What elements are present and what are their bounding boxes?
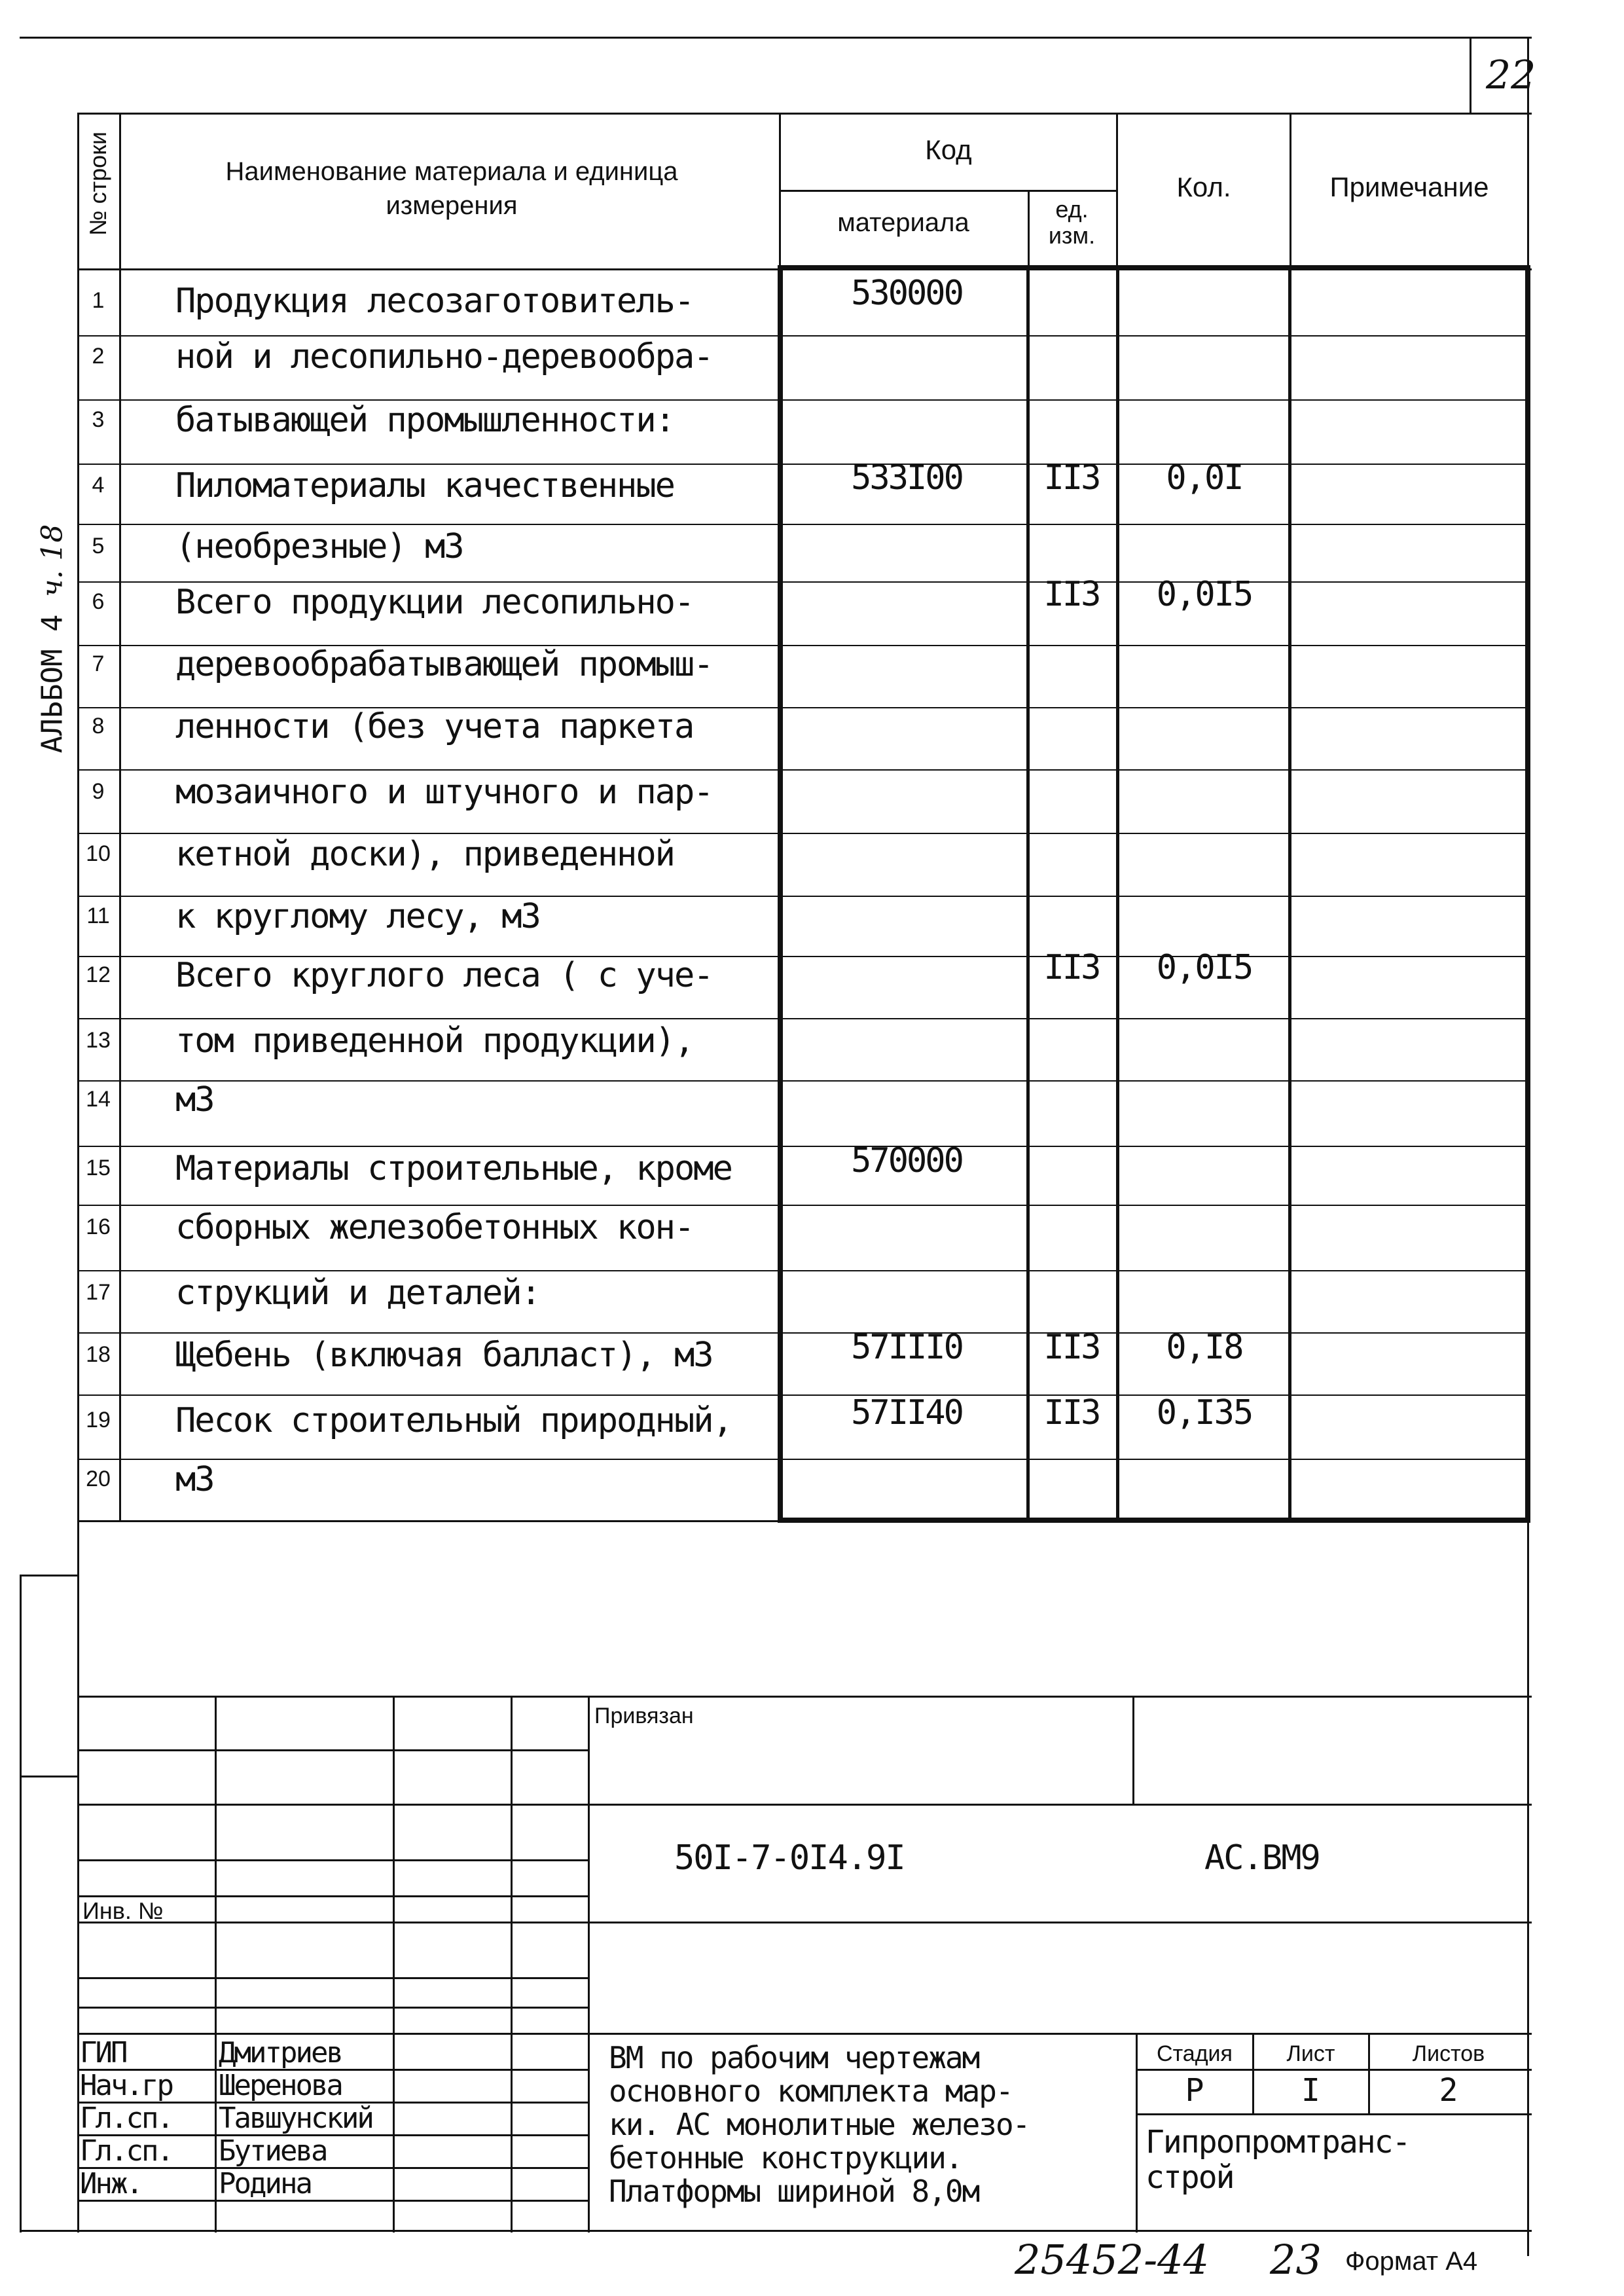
tb-line-2: [77, 1804, 1532, 1806]
row-material-name: Материалы строительные, кроме: [175, 1149, 732, 1188]
row-number: 11: [86, 903, 110, 928]
sheets-label: Листов: [1412, 2041, 1485, 2066]
tb-line-3: [77, 1922, 1532, 1923]
row-material-name: Щебень (включая балласт), м3: [175, 1336, 713, 1375]
row-number: 8: [92, 714, 105, 738]
sheet-value: I: [1301, 2072, 1320, 2109]
signatory-name: Шеренова: [219, 2069, 342, 2102]
row-divider: [77, 335, 1530, 337]
doc-mark: АС.ВМ9: [1204, 1838, 1320, 1878]
row-divider: [77, 1459, 1530, 1460]
side-album-label: [36, 508, 69, 770]
sheet-number-divider: [1470, 37, 1471, 113]
signatory-role: Гл.сп.: [80, 2102, 172, 2135]
tb-stage-line-2: [1136, 2113, 1532, 2115]
row-number: 1: [92, 288, 105, 313]
row-material-code: 57II40: [851, 1393, 962, 1432]
row-material-name: ленности (без учета паркета: [175, 707, 694, 746]
row-divider: [77, 1270, 1530, 1271]
row-number: 10: [86, 841, 111, 866]
header-row-number: [79, 131, 118, 236]
album-part-handwritten: ч. 18: [35, 524, 69, 597]
stage-label: Стадия: [1157, 2041, 1233, 2066]
signatory-name: Дмитриев: [219, 2036, 342, 2069]
header-qty: Кол.: [1176, 172, 1231, 202]
doc-code: 50I-7-0I4.9I: [674, 1838, 905, 1878]
row-number: 12: [86, 962, 111, 987]
row-number: 9: [92, 779, 105, 804]
body-left-bottom: [77, 1520, 781, 1522]
sheet-number: 22: [1486, 52, 1536, 98]
body-top-thick: [778, 265, 1530, 270]
tb-col-attached-right: [1132, 1696, 1134, 1804]
row-material-code: 533I00: [851, 458, 962, 498]
page-number: 23: [1270, 2236, 1322, 2284]
signatory-role: Гл.сп.: [80, 2134, 172, 2168]
header-code-unit: ед. изм.: [1048, 196, 1096, 249]
row-material-name: Продукция лесозаготовитель-: [175, 282, 694, 321]
row-material-name: (необрезные) м3: [175, 527, 463, 566]
organization-line: Гипропромтранс-: [1146, 2124, 1410, 2160]
stage-value: Р: [1185, 2072, 1204, 2109]
row-number: 13: [86, 1028, 111, 1053]
row-material-name: Всего продукции лесопильно-: [175, 583, 694, 622]
row-number: 20: [86, 1467, 111, 1491]
row-material-code: 570000: [851, 1141, 962, 1180]
row-quantity: 0,0I5: [1156, 575, 1253, 614]
row-number: 18: [86, 1342, 111, 1367]
organization: [1146, 2124, 1409, 2195]
signatory-name: Бутиева: [219, 2134, 327, 2168]
row-unit-code: II3: [1043, 1328, 1100, 1367]
row-number: 14: [86, 1087, 111, 1112]
format-label: Формат А4: [1345, 2247, 1478, 2276]
signatory-name: Тавшунский: [219, 2102, 372, 2135]
header-name: Наименование материала и единица измерения: [225, 157, 678, 220]
row-material-code: 530000: [851, 274, 962, 313]
row-divider: [77, 769, 1530, 771]
row-divider: [77, 1080, 1530, 1082]
header-code: Код: [925, 134, 972, 165]
row-divider: [77, 833, 1530, 834]
row-number: 16: [86, 1214, 111, 1239]
row-number: 5: [92, 534, 105, 558]
tb-col-date: [511, 1696, 513, 2232]
row-quantity: 0,0I: [1166, 458, 1243, 498]
row-number: 6: [92, 589, 105, 614]
strip-mid: [20, 1776, 79, 1777]
header-code-material: материала: [837, 208, 969, 237]
tb-col-sign: [393, 1696, 395, 2232]
row-material-name: м3: [175, 1460, 214, 1499]
row-number: 3: [92, 407, 105, 432]
attached-label: Привязан: [594, 1704, 694, 1728]
row-material-name: том приведенной продукции),: [175, 1021, 694, 1061]
description-line: бетонные конструкции.: [609, 2140, 962, 2176]
strip-top: [20, 1575, 79, 1576]
row-material-name: сборных железобетонных кон-: [175, 1208, 694, 1247]
row-material-name: Всего круглого леса ( с уче-: [175, 956, 713, 995]
description-line: ки. АС монолитные железо-: [609, 2107, 1030, 2142]
header-note: Примечание: [1329, 172, 1489, 202]
left-frame: [77, 113, 79, 2232]
row-material-name: деревообрабатывающей промыш-: [175, 645, 713, 684]
album-label: АЛЬБОМ 4: [35, 614, 69, 754]
signatory-role: ГИП: [80, 2036, 126, 2069]
row-quantity: 0,I35: [1156, 1393, 1253, 1432]
row-material-name: ной и лесопильно-деревообра-: [175, 337, 713, 376]
signatory-name: Родина: [219, 2167, 311, 2200]
row-divider: [77, 1205, 1530, 1206]
row-number: 4: [92, 473, 105, 498]
inventory-label: Инв. №: [82, 1897, 164, 1924]
description-line: основного комплекта мар-: [609, 2073, 1013, 2109]
row-material-name: м3: [175, 1080, 214, 1120]
organization-line: строй: [1146, 2159, 1234, 2196]
code-subheader-line: [779, 190, 1118, 192]
sheet-label: Лист: [1286, 2041, 1335, 2066]
tb-col-main: [588, 1696, 590, 2232]
row-material-code: 57III0: [851, 1328, 962, 1367]
row-unit-code: II3: [1043, 458, 1100, 498]
sheets-value: 2: [1439, 2072, 1458, 2109]
row-material-name: мозаичного и штучного и пар-: [175, 773, 713, 812]
row-unit-code: II3: [1043, 575, 1100, 614]
row-number: 7: [92, 651, 105, 676]
row-divider: [77, 524, 1530, 525]
row-material-name: Пиломатериалы качественные: [175, 466, 674, 505]
table-top-border: [77, 113, 1532, 115]
strip-bottom: [20, 2230, 1532, 2232]
tb-line-1: [77, 1696, 1532, 1698]
tb-stage-line-1: [1136, 2069, 1532, 2071]
row-number: 15: [86, 1156, 111, 1180]
row-unit-code: II3: [1043, 948, 1100, 987]
row-unit-code: II3: [1043, 1393, 1100, 1432]
body-bottom-thick: [778, 1518, 1530, 1523]
row-material-name: Песок строительный природный,: [175, 1401, 732, 1440]
header-row-number-text: № строки: [84, 131, 111, 236]
outer-left-strip: [20, 1575, 22, 2232]
row-material-name: к круглому лесу, м3: [175, 897, 540, 936]
description-line: Платформы шириной 8,0м: [609, 2174, 979, 2209]
col-rowno-right: [119, 113, 121, 1520]
signatory-role: Инж.: [80, 2167, 141, 2200]
row-quantity: 0,I8: [1166, 1328, 1243, 1367]
tb-col-name: [215, 1696, 217, 2232]
row-number: 2: [92, 344, 105, 369]
body-right-thick: [1525, 265, 1530, 1522]
row-material-name: кетной доски), приведенной: [175, 835, 674, 874]
row-material-name: струкций и деталей:: [175, 1273, 540, 1313]
top-border: [20, 37, 1532, 39]
body-left-thick: [778, 265, 783, 1522]
row-number: 19: [86, 1408, 111, 1432]
description-line: ВМ по рабочим чертежам: [609, 2040, 979, 2075]
row-number: 17: [86, 1280, 111, 1305]
handwritten-number: 25452-44: [1015, 2236, 1210, 2284]
row-quantity: 0,0I5: [1156, 948, 1253, 987]
tb-line-4: [77, 2033, 1532, 2035]
row-material-name: батывающей промышленности:: [175, 401, 674, 440]
signatory-role: Нач.гр: [80, 2069, 172, 2102]
document-description: [609, 2041, 1029, 2208]
col-code-right: [1028, 190, 1030, 270]
row-divider: [77, 1018, 1530, 1019]
